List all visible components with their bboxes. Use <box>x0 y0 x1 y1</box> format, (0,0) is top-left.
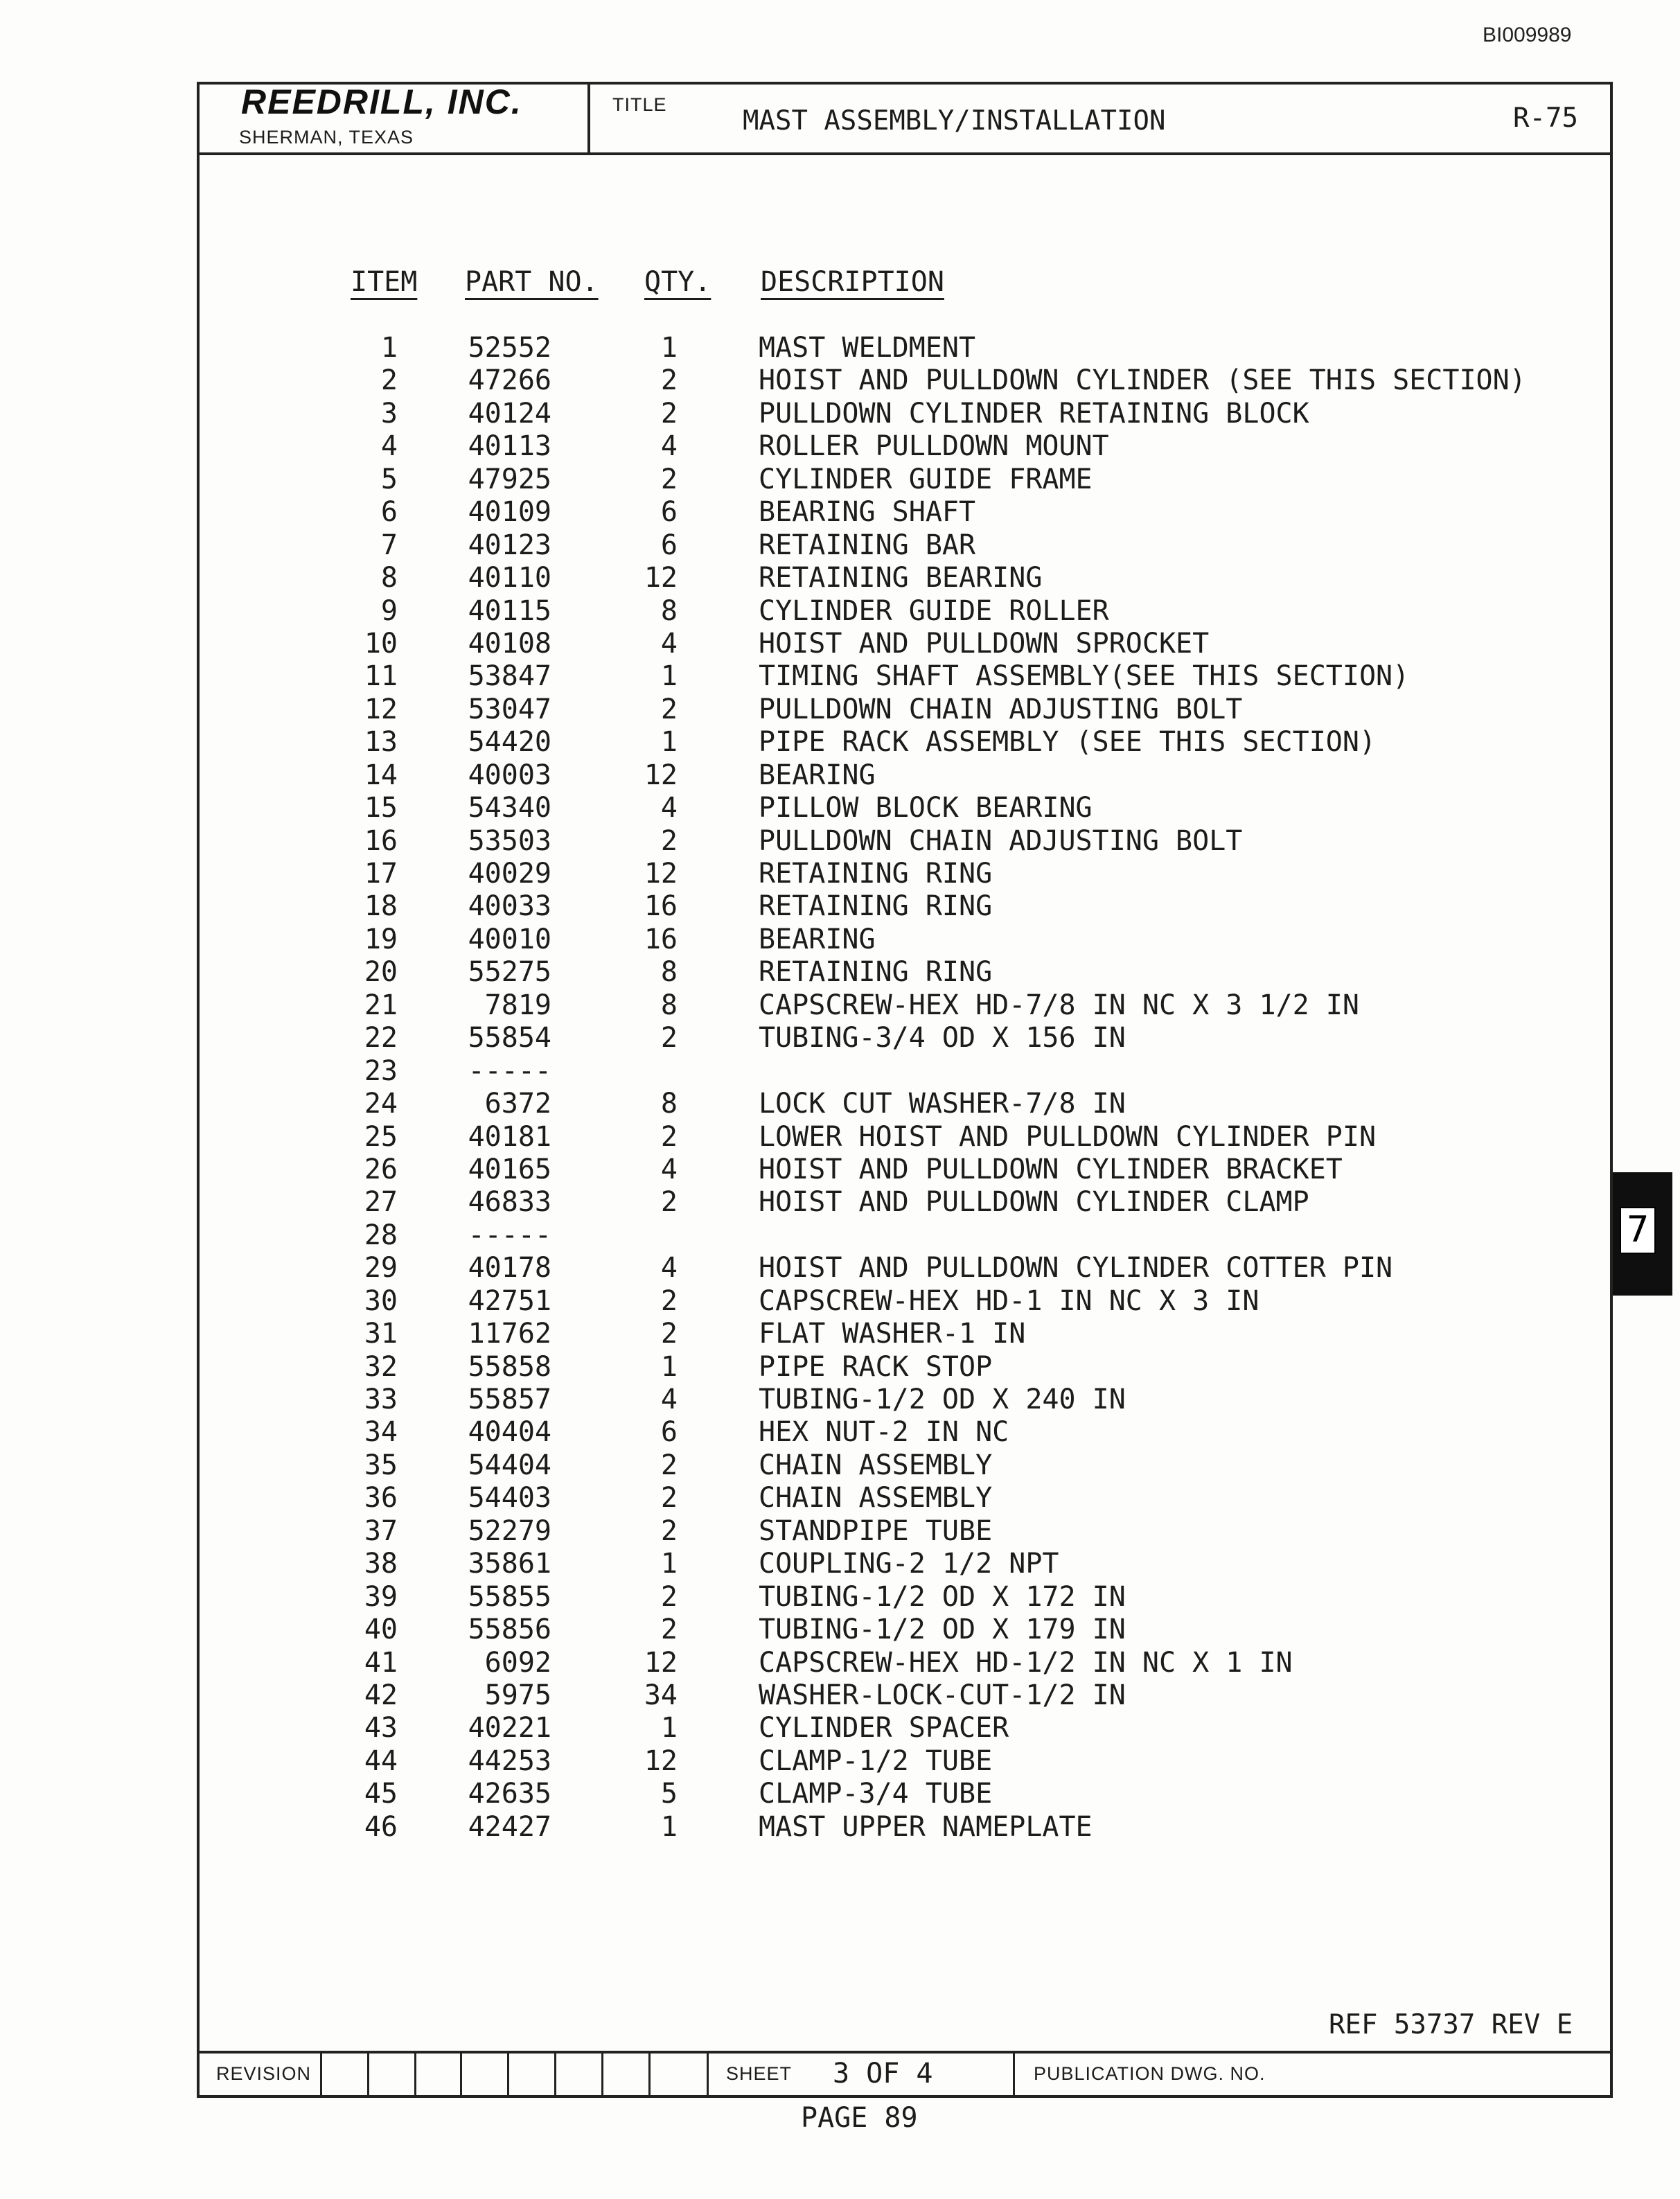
table-row <box>0 529 1680 562</box>
item-number: 45 <box>364 1778 398 1810</box>
item-number: 11 <box>364 660 398 693</box>
revision-cell-divider <box>648 2052 651 2098</box>
item-number: 37 <box>364 1514 398 1547</box>
quantity: 16 <box>644 923 678 955</box>
quantity: 1 <box>660 1810 678 1843</box>
item-number: 10 <box>364 627 398 660</box>
table-row <box>0 1351 1680 1384</box>
quantity: 2 <box>660 1022 678 1054</box>
part-number: 11762 <box>468 1318 551 1350</box>
part-number: 54404 <box>468 1449 551 1481</box>
part-number: 40033 <box>468 890 551 923</box>
quantity: 5 <box>660 1778 678 1810</box>
table-row <box>0 1285 1680 1318</box>
description: BEARING SHAFT <box>759 496 976 529</box>
revision-cell-divider <box>460 2052 462 2098</box>
publication-dwg-label: PUBLICATION DWG. NO. <box>1034 2063 1266 2084</box>
revision-cell-divider <box>601 2052 603 2098</box>
description: TUBING-1/2 OD X 172 IN <box>759 1580 1126 1613</box>
table-row <box>0 924 1680 956</box>
revision-label: REVISION <box>216 2063 312 2084</box>
part-number: 40181 <box>468 1120 551 1153</box>
item-number: 43 <box>364 1712 398 1745</box>
table-row <box>0 792 1680 824</box>
part-number: 40029 <box>468 858 551 890</box>
revision-cell-divider <box>414 2052 416 2098</box>
sheet-number: 3 OF 4 <box>833 2058 933 2090</box>
description: RETAINING RING <box>759 956 993 989</box>
item-number: 12 <box>364 693 398 725</box>
item-number: 44 <box>364 1745 398 1777</box>
table-row <box>0 595 1680 628</box>
quantity: 6 <box>660 496 678 529</box>
item-number: 2 <box>380 364 398 397</box>
item-number: 18 <box>364 890 398 923</box>
part-number: 53047 <box>468 693 551 725</box>
description: CLAMP-1/2 TUBE <box>759 1745 993 1777</box>
part-number: 40221 <box>468 1712 551 1745</box>
item-number: 13 <box>364 726 398 759</box>
quantity: 12 <box>644 759 678 791</box>
item-number: 40 <box>364 1614 398 1646</box>
document-id: BI009989 <box>1483 24 1572 46</box>
description: TUBING-1/2 OD X 179 IN <box>759 1614 1126 1646</box>
part-number: 52279 <box>468 1514 551 1547</box>
quantity: 8 <box>660 1088 678 1120</box>
table-row <box>0 1252 1680 1284</box>
description: CYLINDER GUIDE FRAME <box>759 463 1093 495</box>
quantity: 1 <box>660 1712 678 1745</box>
table-row <box>0 628 1680 660</box>
column-header-description: DESCRIPTION <box>761 266 944 298</box>
part-number: 47925 <box>468 463 551 495</box>
item-number: 24 <box>364 1088 398 1120</box>
table-row <box>0 463 1680 496</box>
item-number: 25 <box>364 1120 398 1153</box>
part-number: 5975 <box>484 1679 551 1711</box>
quantity: 2 <box>660 824 678 857</box>
table-row <box>0 332 1680 364</box>
part-number: 7819 <box>484 989 551 1021</box>
item-number: 6 <box>380 496 398 529</box>
quantity: 2 <box>660 364 678 397</box>
quantity: 4 <box>660 1252 678 1284</box>
description: CAPSCREW-HEX HD-1/2 IN NC X 1 IN <box>759 1646 1293 1679</box>
description: COUPLING-2 1/2 NPT <box>759 1548 1059 1580</box>
item-number: 22 <box>364 1022 398 1054</box>
quantity: 2 <box>660 1614 678 1646</box>
part-number: 55858 <box>468 1350 551 1383</box>
quantity: 8 <box>660 989 678 1021</box>
table-row <box>0 562 1680 594</box>
part-number: 40110 <box>468 562 551 594</box>
part-number: 44253 <box>468 1745 551 1777</box>
quantity: 12 <box>644 1646 678 1679</box>
table-row <box>0 1055 1680 1088</box>
item-number: 31 <box>364 1318 398 1350</box>
document-title: MAST ASSEMBLY/INSTALLATION <box>743 105 1166 136</box>
item-number: 32 <box>364 1350 398 1383</box>
sheet-cell-divider <box>707 2052 709 2098</box>
description: HEX NUT-2 IN NC <box>759 1416 1009 1449</box>
part-number: 40404 <box>468 1416 551 1449</box>
item-number: 33 <box>364 1384 398 1415</box>
revision-cell-divider <box>367 2052 369 2098</box>
description: CAPSCREW-HEX HD-7/8 IN NC X 3 1/2 IN <box>759 989 1359 1021</box>
quantity: 2 <box>660 1580 678 1613</box>
part-number: 54340 <box>468 792 551 824</box>
part-number: 54420 <box>468 726 551 759</box>
item-number: 46 <box>364 1810 398 1843</box>
description: TUBING-1/2 OD X 240 IN <box>759 1384 1126 1415</box>
item-number: 15 <box>364 792 398 824</box>
item-number: 1 <box>380 332 398 364</box>
company-name: REEDRILL, INC. <box>241 82 522 121</box>
document-code: R-75 <box>1513 103 1578 134</box>
item-number: 14 <box>364 759 398 791</box>
table-row <box>0 825 1680 858</box>
quantity: 4 <box>660 627 678 660</box>
quantity: 1 <box>660 660 678 693</box>
description: ROLLER PULLDOWN MOUNT <box>759 430 1109 463</box>
item-number: 17 <box>364 858 398 890</box>
description: PULLDOWN CYLINDER RETAINING BLOCK <box>759 397 1309 430</box>
part-number: 40108 <box>468 627 551 660</box>
quantity: 16 <box>644 890 678 923</box>
column-header-qty: QTY. <box>644 266 711 298</box>
description: PIPE RACK ASSEMBLY (SEE THIS SECTION) <box>759 726 1377 759</box>
revision-cell-divider <box>507 2052 509 2098</box>
quantity: 34 <box>644 1679 678 1711</box>
table-row <box>0 1186 1680 1219</box>
table-row <box>0 1712 1680 1745</box>
table-row <box>0 496 1680 529</box>
description: CYLINDER SPACER <box>759 1712 1009 1745</box>
item-number: 5 <box>380 463 398 495</box>
part-number: 42751 <box>468 1284 551 1317</box>
section-tab-number: 7 <box>1620 1207 1656 1254</box>
item-number: 3 <box>380 397 398 430</box>
revision-cell-divider <box>554 2052 556 2098</box>
description: CHAIN ASSEMBLY <box>759 1482 993 1514</box>
table-row <box>0 430 1680 463</box>
part-number: 54403 <box>468 1482 551 1514</box>
part-number: 40165 <box>468 1153 551 1185</box>
quantity: 4 <box>660 430 678 463</box>
table-row <box>0 1154 1680 1186</box>
description: LOCK CUT WASHER-7/8 IN <box>759 1088 1126 1120</box>
item-number: 8 <box>380 562 398 594</box>
table-row <box>0 1449 1680 1482</box>
table-row <box>0 1318 1680 1350</box>
part-number: 55857 <box>468 1384 551 1415</box>
quantity: 2 <box>660 1514 678 1547</box>
description: MAST WELDMENT <box>759 332 976 364</box>
parts-list <box>0 332 1680 1844</box>
item-number: 9 <box>380 594 398 627</box>
part-number: ----- <box>468 1219 551 1251</box>
part-number: 42427 <box>468 1810 551 1843</box>
item-number: 34 <box>364 1416 398 1449</box>
description: BEARING <box>759 759 876 791</box>
description: STANDPIPE TUBE <box>759 1514 993 1547</box>
quantity: 2 <box>660 1482 678 1514</box>
quantity: 6 <box>660 1416 678 1449</box>
quantity: 4 <box>660 1153 678 1185</box>
column-header-part-no: PART NO. <box>465 266 599 298</box>
part-number: 40178 <box>468 1252 551 1284</box>
quantity: 8 <box>660 594 678 627</box>
part-number: 40115 <box>468 594 551 627</box>
item-number: 27 <box>364 1186 398 1219</box>
quantity: 1 <box>660 1548 678 1580</box>
item-number: 16 <box>364 824 398 857</box>
quantity: 1 <box>660 1350 678 1383</box>
item-number: 21 <box>364 989 398 1021</box>
description: CLAMP-3/4 TUBE <box>759 1778 993 1810</box>
description: RETAINING BAR <box>759 529 976 561</box>
quantity: 12 <box>644 562 678 594</box>
item-number: 42 <box>364 1679 398 1711</box>
reference-note: REF 53737 REV E <box>1329 2009 1573 2040</box>
item-number: 28 <box>364 1219 398 1251</box>
page-number: PAGE 89 <box>801 2102 918 2134</box>
table-row <box>0 1679 1680 1712</box>
table-row <box>0 694 1680 726</box>
quantity: 2 <box>660 463 678 495</box>
table-row <box>0 364 1680 397</box>
quantity: 1 <box>660 332 678 364</box>
quantity: 8 <box>660 956 678 989</box>
part-number: 40124 <box>468 397 551 430</box>
item-number: 7 <box>380 529 398 561</box>
quantity: 2 <box>660 693 678 725</box>
part-number: ----- <box>468 1054 551 1087</box>
part-number: 52552 <box>468 332 551 364</box>
description: LOWER HOIST AND PULLDOWN CYLINDER PIN <box>759 1120 1377 1153</box>
item-number: 23 <box>364 1054 398 1087</box>
description: FLAT WASHER-1 IN <box>759 1318 1026 1350</box>
part-number: 53847 <box>468 660 551 693</box>
table-row <box>0 1482 1680 1514</box>
table-row <box>0 890 1680 923</box>
part-number: 40113 <box>468 430 551 463</box>
quantity: 12 <box>644 1745 678 1777</box>
quantity: 2 <box>660 1120 678 1153</box>
item-number: 4 <box>380 430 398 463</box>
quantity: 4 <box>660 1384 678 1415</box>
description: TUBING-3/4 OD X 156 IN <box>759 1022 1126 1054</box>
table-row <box>0 1614 1680 1646</box>
description: CAPSCREW-HEX HD-1 IN NC X 3 IN <box>759 1284 1259 1317</box>
quantity: 12 <box>644 858 678 890</box>
description: RETAINING BEARING <box>759 562 1043 594</box>
quantity: 2 <box>660 1318 678 1350</box>
title-block-divider <box>197 2051 1613 2054</box>
header-divider <box>587 82 590 155</box>
description: PULLDOWN CHAIN ADJUSTING BOLT <box>759 693 1243 725</box>
company-location: SHERMAN, TEXAS <box>239 127 414 148</box>
table-row <box>0 1811 1680 1844</box>
item-number: 19 <box>364 923 398 955</box>
quantity: 4 <box>660 792 678 824</box>
description: BEARING <box>759 923 876 955</box>
part-number: 55855 <box>468 1580 551 1613</box>
description: PULLDOWN CHAIN ADJUSTING BOLT <box>759 824 1243 857</box>
table-row <box>0 1548 1680 1580</box>
item-number: 20 <box>364 956 398 989</box>
description: WASHER-LOCK-CUT-1/2 IN <box>759 1679 1126 1711</box>
table-row <box>0 1778 1680 1810</box>
quantity: 2 <box>660 1284 678 1317</box>
column-header-item: ITEM <box>351 266 418 298</box>
table-row <box>0 858 1680 890</box>
part-number: 42635 <box>468 1778 551 1810</box>
table-row <box>0 1384 1680 1416</box>
description: TIMING SHAFT ASSEMBLY(SEE THIS SECTION) <box>759 660 1410 693</box>
quantity: 6 <box>660 529 678 561</box>
description: PILLOW BLOCK BEARING <box>759 792 1093 824</box>
quantity: 2 <box>660 1186 678 1219</box>
table-row <box>0 989 1680 1022</box>
description: RETAINING RING <box>759 858 993 890</box>
publication-cell-divider <box>1013 2052 1015 2098</box>
part-number: 53503 <box>468 824 551 857</box>
item-number: 41 <box>364 1646 398 1679</box>
table-row <box>0 1515 1680 1548</box>
sheet-label: SHEET <box>726 2063 793 2084</box>
description: CYLINDER GUIDE ROLLER <box>759 594 1109 627</box>
item-number: 30 <box>364 1284 398 1317</box>
table-row <box>0 1581 1680 1614</box>
table-row <box>0 398 1680 430</box>
quantity: 2 <box>660 1449 678 1481</box>
part-number: 40109 <box>468 496 551 529</box>
part-number: 55275 <box>468 956 551 989</box>
part-number: 55856 <box>468 1614 551 1646</box>
table-row <box>0 1647 1680 1679</box>
part-number: 40003 <box>468 759 551 791</box>
description: CHAIN ASSEMBLY <box>759 1449 993 1481</box>
item-number: 26 <box>364 1153 398 1185</box>
table-row <box>0 1219 1680 1252</box>
table-row <box>0 1416 1680 1449</box>
part-number: 46833 <box>468 1186 551 1219</box>
table-row <box>0 726 1680 759</box>
description: MAST UPPER NAMEPLATE <box>759 1810 1093 1843</box>
description: HOIST AND PULLDOWN SPROCKET <box>759 627 1210 660</box>
item-number: 35 <box>364 1449 398 1481</box>
table-row <box>0 1088 1680 1120</box>
item-number: 36 <box>364 1482 398 1514</box>
table-row <box>0 956 1680 989</box>
item-number: 29 <box>364 1252 398 1284</box>
table-row <box>0 660 1680 693</box>
part-number: 35861 <box>468 1548 551 1580</box>
part-number: 40010 <box>468 923 551 955</box>
title-label: TITLE <box>612 94 667 115</box>
quantity: 2 <box>660 397 678 430</box>
table-row <box>0 1121 1680 1154</box>
revision-cell-divider <box>320 2052 322 2098</box>
item-number: 38 <box>364 1548 398 1580</box>
part-number: 47266 <box>468 364 551 397</box>
item-number: 39 <box>364 1580 398 1613</box>
description: RETAINING RING <box>759 890 993 923</box>
description: HOIST AND PULLDOWN CYLINDER COTTER PIN <box>759 1252 1393 1284</box>
part-number: 55854 <box>468 1022 551 1054</box>
part-number: 6372 <box>484 1088 551 1120</box>
table-row <box>0 1022 1680 1054</box>
table-row <box>0 759 1680 792</box>
description: PIPE RACK STOP <box>759 1350 993 1383</box>
description: HOIST AND PULLDOWN CYLINDER BRACKET <box>759 1153 1343 1185</box>
part-number: 6092 <box>484 1646 551 1679</box>
part-number: 40123 <box>468 529 551 561</box>
description: HOIST AND PULLDOWN CYLINDER (SEE THIS SECTION) <box>759 364 1526 397</box>
table-row <box>0 1745 1680 1778</box>
quantity: 1 <box>660 726 678 759</box>
description: HOIST AND PULLDOWN CYLINDER CLAMP <box>759 1186 1309 1219</box>
